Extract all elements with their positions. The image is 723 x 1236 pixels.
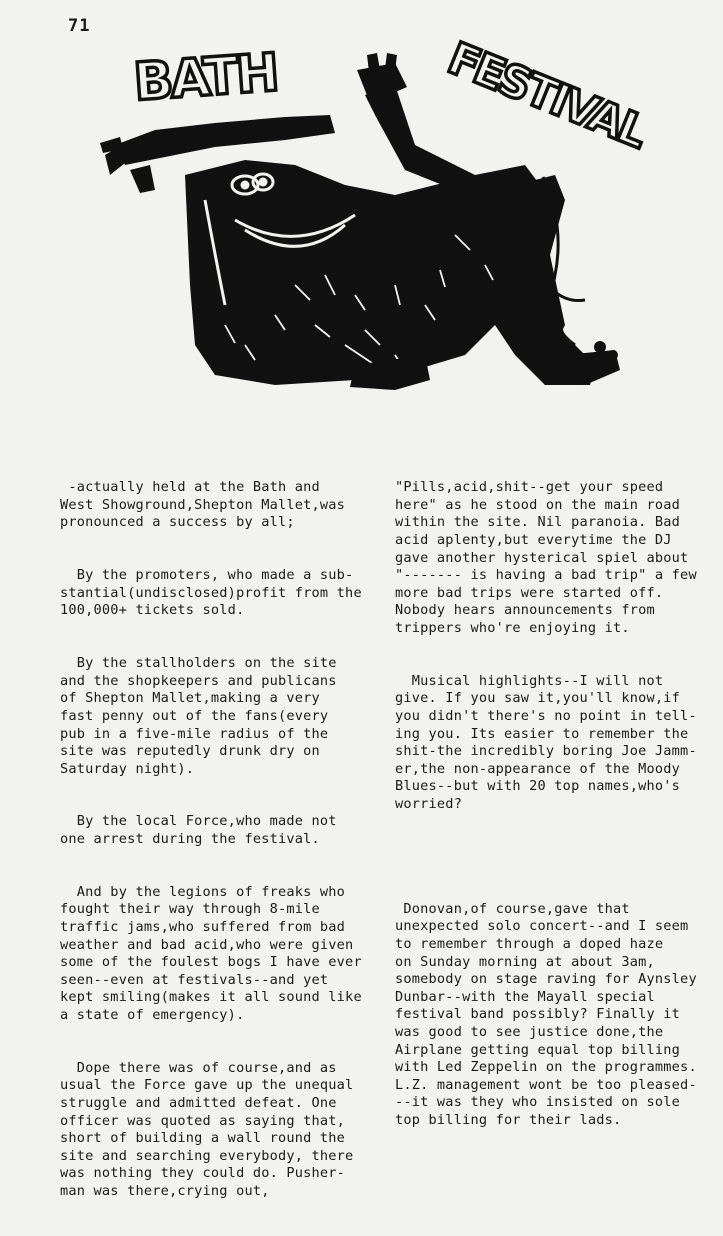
- paragraph: "Pills,acid,shit--get your speed here" as he stood on the main road within the site. Nil paranoia. Bad acid aplenty,but everytime the DJ gave another hysterical spiel about "------- is having a bad trip" a few more bad trips were started off. Nobody hears announcements from trippers who're enjoying it.: [395, 479, 697, 636]
- paragraph: By the stallholders on the site and the shopkeepers and publicans of Shepton Mallet,making a very fast penny out of the fans(every pub in a five-mile radius of the site was reputedly drunk dry on Saturday night).: [60, 655, 337, 777]
- festival-illustration: [95, 25, 685, 425]
- title-word-festival: FESTIVAL: [440, 32, 653, 158]
- article-left-column: [60, 444, 378, 1236]
- title-word-bath: BATH: [131, 43, 279, 113]
- article-right-column: [395, 444, 715, 1165]
- paragraph: -actually held at the Bath and West Showground,Shepton Mallet,was pronounced a success by all;: [60, 479, 346, 531]
- paragraph: Dope there was of course,and as usual the Force gave up the unequal struggle and admitted defeat. One officer was quoted as saying that, short of building a wall round the site and searching everybody, there was nothing they could do. Pusher- man was there,crying out,: [60, 1059, 354, 1199]
- paragraph: Donovan,of course,gave that unexpected solo concert--and I seem to remember through a doped haze on Sunday morning at about 3am, somebody on stage raving for Aynsley Dunbar--with the Mayall special festival band possibly? Finally it was good to see justice done,the Airplane getting equal top billing with Led Zeppelin on the programmes. L.Z. management wont be too pleased- --it was they who insisted on sole top billing for their lads.: [395, 900, 697, 1128]
- reclining-creature-drawing: [95, 25, 685, 425]
- paragraph: Musical highlights--I will not give. If you saw it,you'll know,if you didn't there's no point in tell- ing you. Its easier to remember the shit-the incredibly boring Joe Jamm- er,the non-appearance of the Moody Blues--but with 20 top names,who's worried?: [395, 672, 697, 812]
- paragraph: And by the legions of freaks who fought their way through 8-mile traffic jams,who suffered from bad weather and bad acid,who were given some of the foulest bogs I have ever seen--even at festivals--and yet kept smiling(makes it all sound like a state of emergency).: [60, 883, 362, 1023]
- paragraph-gap: [395, 849, 715, 866]
- paragraph: By the promoters, who made a sub- stantial(undisclosed)profit from the 100,000+ tickets sold.: [60, 567, 362, 619]
- paragraph: By the local Force,who made not one arrest during the festival.: [60, 813, 337, 848]
- page-number: 71: [68, 16, 91, 36]
